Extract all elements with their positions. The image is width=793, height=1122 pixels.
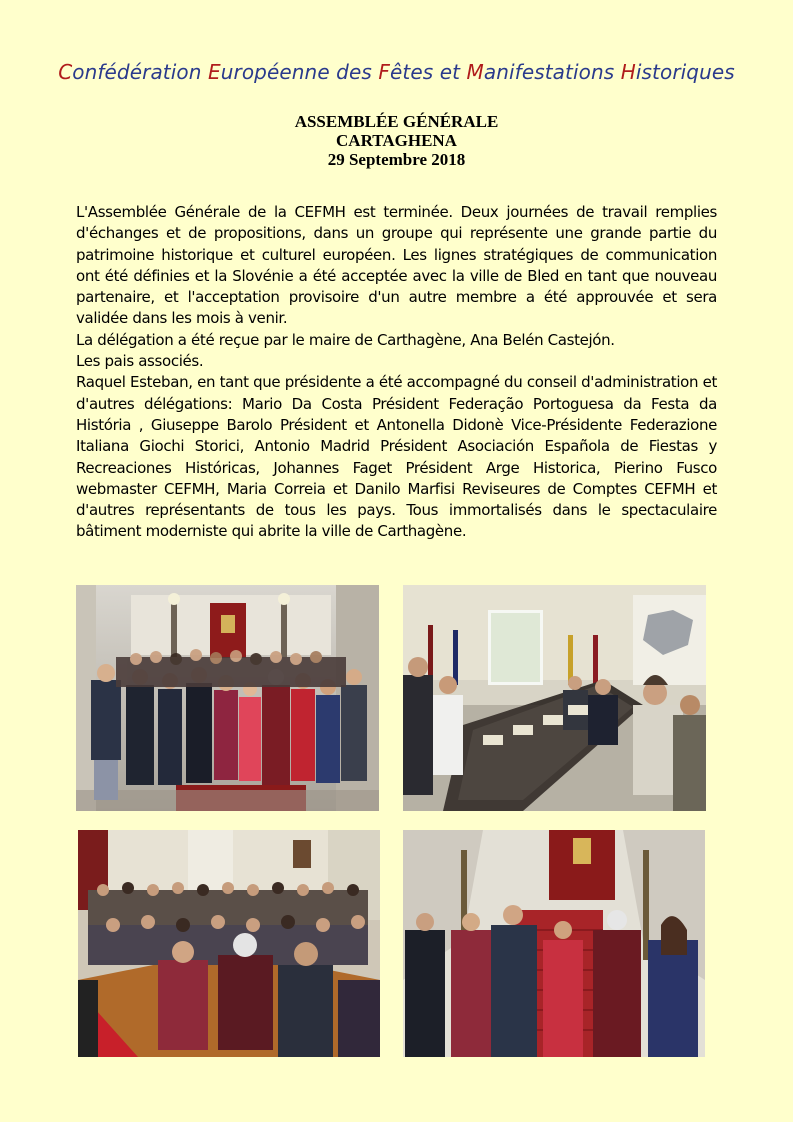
photo-meeting-room: [403, 585, 706, 811]
header-initial-m: M: [466, 60, 484, 84]
article-body: [76, 202, 717, 543]
header-word-e: uropéenne des: [220, 60, 379, 84]
paragraph-delegation-reception: La délégation a été reçue par le maire de Carthagène, Ana Belén Castejón.: [76, 330, 615, 349]
header-initial-f: F: [378, 60, 390, 84]
header-initial-c: C: [58, 60, 73, 84]
organization-header: [0, 60, 793, 84]
photo-group-staircase: [76, 585, 379, 811]
title-line-date: 29 Septembre 2018: [327, 150, 466, 169]
header-word-f: êtes et: [389, 60, 467, 84]
paragraph-associated-countries: Les pais associés.: [76, 352, 204, 371]
header-word-m: anifestations: [483, 60, 621, 84]
paragraph-participants: Raquel Esteban, en tant que présidente a été accompagné du conseil d'administration et d'autres délégations: Mario Da Costa Président Federação Portoguesa da Festa da História , Giuseppe Barolo Président et Antonella Didonè Vice-Présidente Federazione Italiana Giochi Storici, Antonio Madrid Président Asociación Española de Fiestas y Recreaciones Históricas, Johannes Faget Président Arge Historica, Pierino Fusco webmaster CEFMH, Maria Correia et Danilo Marfisi Reviseures de Comptes CEFMH et d'autres représentants de tous les pays. Tous immortalisés dans le spectaculaire bâtiment moderniste qui abrite la ville de Carthagène.: [76, 373, 717, 541]
document-title: [0, 112, 793, 169]
photo-award-ceremony: [403, 830, 705, 1057]
header-word-c: onfédération: [72, 60, 208, 84]
photo-seated-audience: [78, 830, 380, 1057]
title-line-city: CARTAGHENA: [336, 131, 457, 150]
title-line-assembly: ASSEMBLÉE GÉNÉRALE: [294, 112, 499, 131]
header-word-h: istoriques: [635, 60, 735, 84]
header-initial-h: H: [620, 60, 636, 84]
paragraph-assembly-summary: L'Assemblée Générale de la CEFMH est terminée. Deux journées de travail remplies d'échanges et de propositions, dans un groupe qui représente une grande partie du patrimoine historique et culturel européen. Les lignes stratégiques de communication ont été définies et la Slovénie a été acceptée avec la ville de Bled en tant que nouveau partenaire, et l'acceptation provisoire d'un autre membre a été approuvée et sera validée dans les mois à venir.: [76, 203, 717, 328]
header-initial-e: E: [207, 60, 221, 84]
